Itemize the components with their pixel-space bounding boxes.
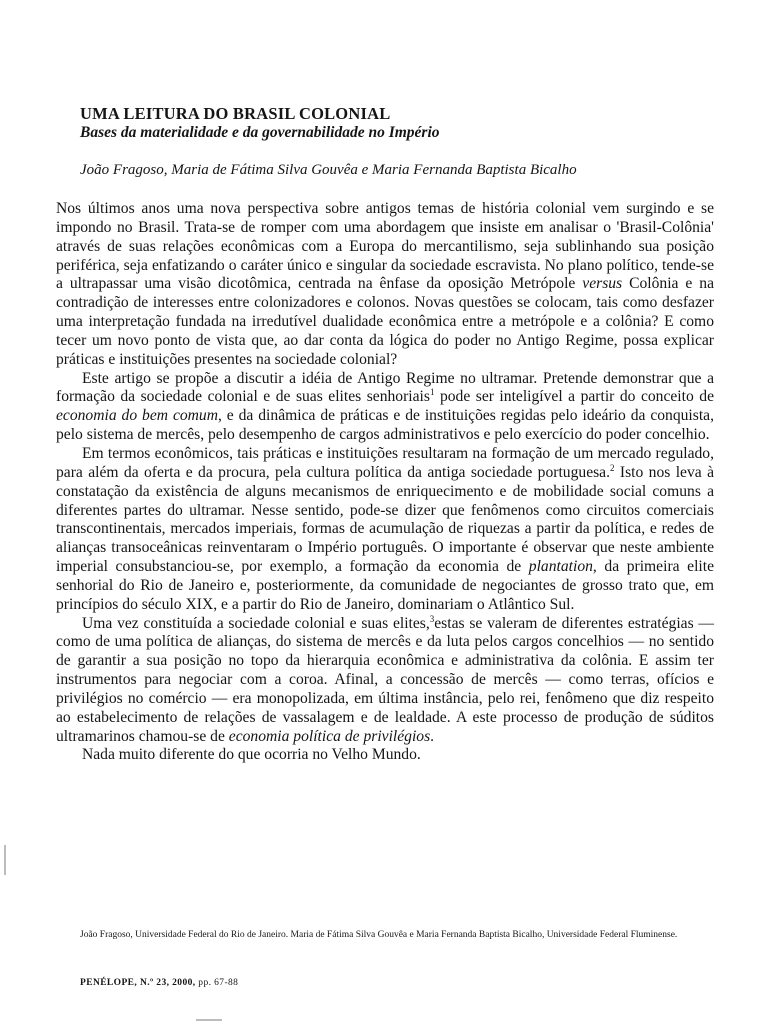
article-title: UMA LEITURA DO BRASIL COLONIAL	[80, 104, 391, 123]
footnote-ref-1: 1	[429, 387, 435, 398]
author-affiliations-note: João Fragoso, Universidade Federal do Rio de Janeiro. Maria de Fátima Silva Gouvêa e Maria Fernanda Baptista Bicalho, Universidade Federal Fluminense.	[80, 930, 678, 940]
scan-speck	[196, 1019, 222, 1021]
paragraph-2: Este artigo se propõe a discutir a idéia de Antigo Regime no ultramar. Pretende demonstrar que a formação da sociedade colonial e de suas elites senhoriais$^1$ pode ser inteligível a partir do conceito de economia do bem comum, e da dinâmica de práticas e de instituições regidas pelo ideário da conquista, pelo sistema de mercês, pelo desempenho de cargos administrativos e pelo exercício do poder concelhio.	[56, 369, 714, 444]
paragraph-3: Em termos econômicos, tais práticas e instituições resultaram na formação de um mercado regulado, para além da oferta e da procura, pela cultura política da antiga sociedade portuguesa.$^2$ Isto nos leva à constatação da existência de alguns mecanismos de enriquecimento e de mobilidade social comuns a diferentes partes do ultramar. Nesse sentido, pode-se dizer que fenômenos como circuitos comerciais transcontinentais, mercados imperiais, formas de acumulação de riquezas a partir da política, e redes de alianças transoceânicas reinventaram o Império português. O importante é observar que neste ambiente imperial consubstanciou-se, por exemplo, a formação da economia de plantation, da primeira elite senhorial do Rio de Janeiro e, posteriormente, da comunidade de negociantes de grosso trato que, em princípios do século XIX, e a partir do Rio de Janeiro, dominariam o Atlântico Sul.	[56, 444, 714, 613]
paragraph-1: Nos últimos anos uma nova perspectiva sobre antigos temas de história colonial vem surgindo e se impondo no Brasil. Trata-se de romper com uma abordagem que insiste em analisar o 'Brasil-Colônia' através de suas relações econômicas com a Europa do mercantilismo, seja sublinhando sua posição periférica, seja enfatizando o caráter único e singular da sociedade escravista. No plano político, tende-se a ultrapassar uma visão dicotômica, centrada na ênfase da oposição Metrópole versus Colônia e na contradição de interesses entre colonizadores e colonos. Novas questões se colocam, tais como desfazer uma interpretação fundada na irredutível dualidade econômica entre a metrópole e a colônia? E como tecer um novo ponto de vista que, ao dar conta da lógica do poder no Antigo Regime, possa explicar práticas e instituições presentes na sociedade colonial?	[56, 200, 714, 368]
footnote-ref-3: 3	[429, 613, 435, 624]
article-subtitle: Bases da materialidade e da governabilidade no Império	[80, 124, 440, 141]
scan-speck	[4, 845, 6, 875]
paragraph-5: Nada muito diferente do que ocorria no Velho Mundo.	[82, 746, 421, 764]
article-authors: João Fragoso, Maria de Fátima Silva Gouvêa e Maria Fernanda Baptista Bicalho	[80, 162, 577, 178]
journal-citation: PENÉLOPE, N.º 23, 2000, pp. 67-88	[80, 978, 239, 988]
article-body	[56, 200, 714, 765]
paragraph-4: Uma vez constituída a sociedade colonial e suas elites,$^3$estas se valeram de diferentes estratégias — como de uma política de alianças, do sistema de mercês e da luta pelos cargos concelhios — no sentido de garantir a sua posição no topo da hierarquia econômica e administrativa da colônia. E assim ter instrumentos para negociar com a coroa. Afinal, a concessão de mercês — como terras, ofícios e privilégios no comércio — era monopolizada, em última instância, pelo rei, fenômeno que diz respeito ao estabelecimento de relações de vassalagem e de lealdade. A este processo de produção de súditos ultramarinos chamou-se de economia política de privilégios.	[56, 613, 715, 745]
footnote-ref-2: 2	[610, 462, 615, 473]
